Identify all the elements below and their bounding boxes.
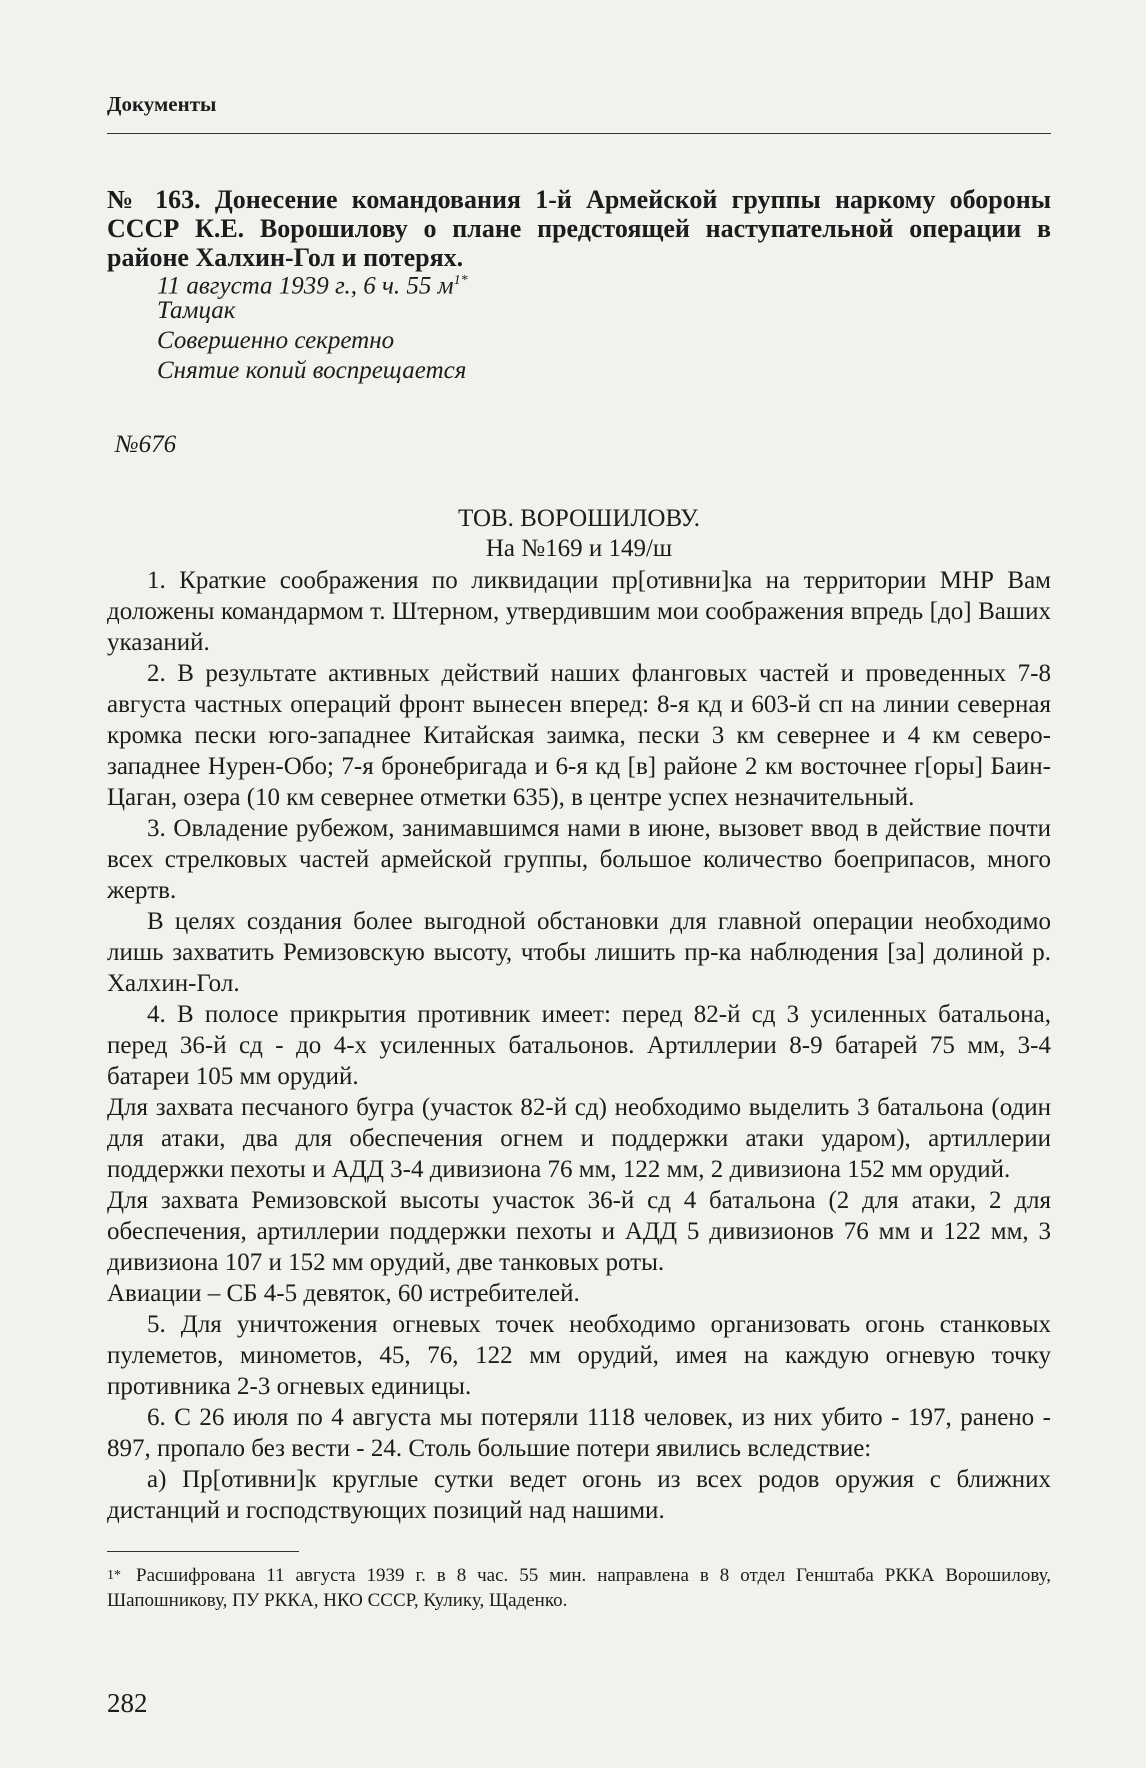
footnote [107, 1563, 1051, 1613]
paragraph: 1. Краткие соображения по ликвидации пр[отивни]ка на территории МНР Вам доложены командармом т. Штерном, утвердившим мои соображения впредь [до] Ваших указаний. [107, 567, 1051, 656]
date-footnote-mark: 1* [453, 273, 468, 288]
paragraph: Авиации – СБ 4-5 девяток, 60 истребителей. [107, 1280, 580, 1307]
paragraph: а) Пр[отивни]к круглые сутки ведет огонь из всех родов оружия с ближних дистанций и господствующих позиций над нашими. [107, 1466, 1051, 1524]
footnote-text: Расшифрована 11 августа 1939 г. в 8 час. 55 мин. направлена в 8 отдел Генштаба РККА Ворошилову, Шапошникову, ПУ РККА, НКО СССР, Кулику, Щаденко. [107, 1565, 1051, 1611]
paragraph: В целях создания более выгодной обстановки для главной операции необходимо лишь захватить Ремизовскую высоту, чтобы лишить пр-ка наблюдения [за] долиной р. Халхин-Гол. [107, 908, 1051, 997]
page-number: 282 [107, 1688, 148, 1718]
footnote-mark: 1* [107, 1568, 121, 1583]
footnote-rule [107, 1551, 299, 1552]
document-place: Тамцак [157, 297, 236, 324]
running-head: Документы [107, 92, 217, 116]
document-number: №676 [115, 431, 177, 458]
paragraph: 4. В полосе прикрытия противник имеет: перед 82-й сд 3 усиленных батальона, перед 36-й сд - до 4-х усиленных батальонов. Артиллерии 8-9 батарей 75 мм, 3-4 батареи 105 мм орудий. [107, 1001, 1051, 1090]
document-body [107, 565, 1051, 1526]
reference-number: На №169 и 149/ш [485, 535, 673, 562]
date-text: 11 августа 1939 г., 6 ч. 55 м [157, 272, 454, 300]
paragraph: Для захвата песчаного бугра (участок 82-й сд) необходимо выделить 3 батальона (один для атаки, два для обеспечения огнем и поддержки атаки ударом), артиллерии поддержки пехоты и АДД 3-4 дивизиона 76 мм, 122 мм, 2 дивизиона 152 мм орудий. [107, 1094, 1051, 1183]
paragraph: 3. Овладение рубежом, занимавшимся нами в июне, вызовет ввод в действие почти всех стрелковых частей армейской группы, большое количество боеприпасов, много жертв. [107, 815, 1051, 904]
header-rule [107, 133, 1051, 134]
paragraph: 6. С 26 июля по 4 августа мы потеряли 1118 человек, из них убито - 197, ранено - 897, пропало без вести - 24. Столь большие потери явились вследствие: [107, 1404, 1051, 1462]
paragraph: 2. В результате активных действий наших фланговых частей и проведенных 7-8 августа частных операций фронт вынесен вперед: 8-я кд и 603-й сп на линии северная кромка пески юго-западнее Китайская заимка, пески 3 км севернее и 4 км северо-западнее Нурен-Обо; 7-я бронебригада и 6-я кд [в] районе 2 км восточнее г[оры] Баин-Цаган, озера (10 км севернее отметки 635), в центре успех незначительный. [107, 660, 1051, 811]
classification: Совершенно секретно [157, 327, 395, 354]
paragraph: 5. Для уничтожения огневых точек необходимо организовать огонь станковых пулеметов, минометов, 45, 76, 122 мм орудий, имея на каждую огневую точку противника 2-3 огневых единицы. [107, 1311, 1051, 1400]
document-title: № 163. Донесение командования 1-й Армейской группы наркому обороны СССР К.Е. Ворошилову о плане предстоящей наступательной операции в районе Халхин-Гол и потерях. [107, 185, 1051, 272]
paragraph: Для захвата Ремизовской высоты участок 36-й сд 4 батальона (2 для атаки, 2 для обеспечения, артиллерии поддержки пехоты и АДД 5 дивизионов 76 мм и 122 мм, 3 дивизиона 107 и 152 мм орудий, две танковых роты. [107, 1187, 1051, 1276]
copy-restriction: Снятие копий воспрещается [157, 357, 467, 384]
addressee: ТОВ. ВОРОШИЛОВУ. [458, 505, 700, 532]
